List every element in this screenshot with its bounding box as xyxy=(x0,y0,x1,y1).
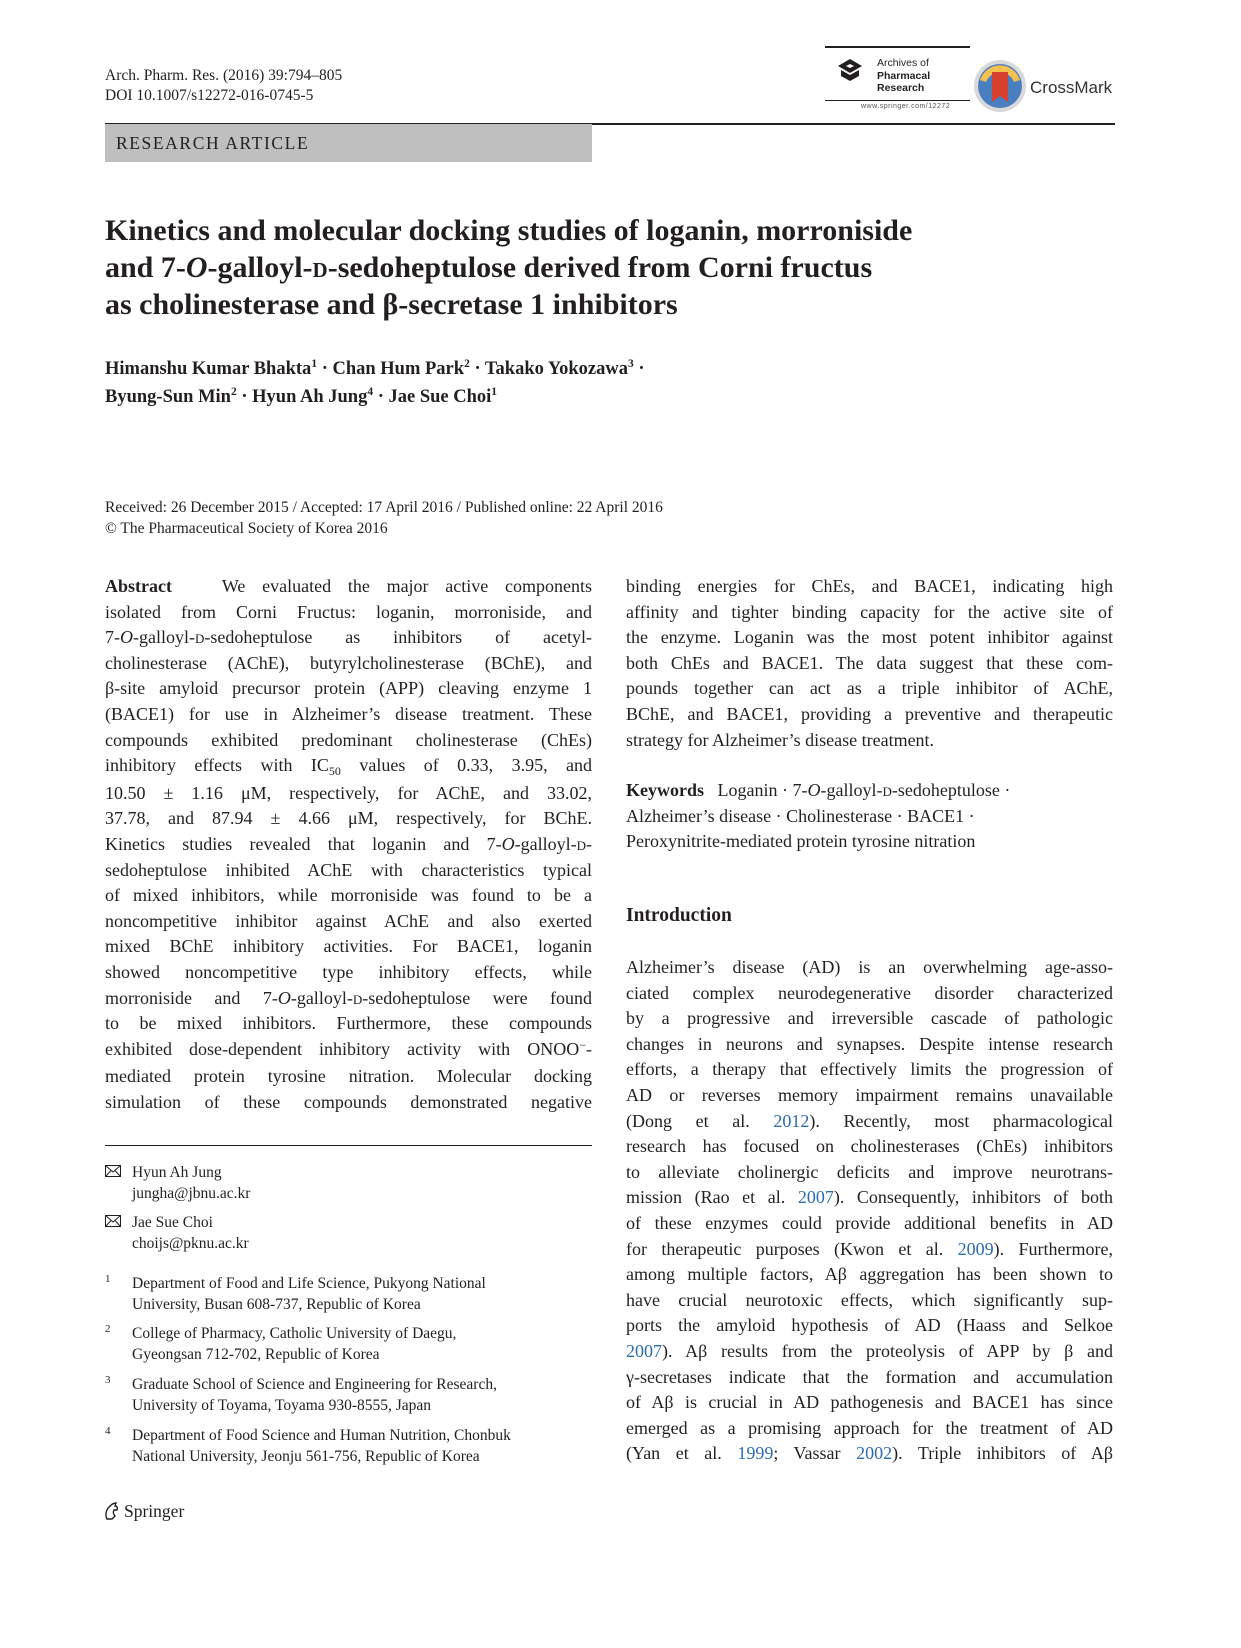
journal-url[interactable]: www.springer.com/12272 xyxy=(861,103,951,110)
abstract-fragment: morroniside and 7- xyxy=(105,987,278,1008)
abstract-fragment: -galloyl- xyxy=(514,833,577,854)
abstract-fragment: - xyxy=(586,833,592,854)
author-separator: · xyxy=(633,359,645,379)
correspondence-text xyxy=(132,1212,249,1254)
abstract-line: compounds exhibited predominant cholinesterase (ChEs) xyxy=(105,729,592,750)
abstract-line: 10.50 ± 1.16 μM, respectively, for AChE, and 33.02, xyxy=(105,782,592,803)
citation-link[interactable]: 2002 xyxy=(856,1443,893,1464)
affiliation-number: 3 xyxy=(105,1374,111,1386)
author-affiliation-mark: 3 xyxy=(627,358,634,370)
author-name: Byung-Sun Min xyxy=(105,387,231,407)
affiliation-line: Department of Food and Life Science, Pukyong National xyxy=(132,1275,486,1292)
correspondence-name: Hyun Ah Jung xyxy=(132,1164,222,1181)
intro-fragment: ). Recently, most pharmacological xyxy=(809,1110,1113,1131)
logo-line: Archives of xyxy=(877,57,929,69)
abstract-line: sedoheptulose inhibited AChE with characteristics typical xyxy=(105,859,592,880)
correspondence-email[interactable]: jungha@jbnu.ac.kr xyxy=(132,1185,251,1202)
author-affiliation-mark: 2 xyxy=(464,358,470,370)
title-fragment: O xyxy=(185,251,208,284)
keywords-fragment: d xyxy=(882,780,892,800)
intro-line xyxy=(626,1441,1113,1467)
crossmark-label: CrossMark xyxy=(1030,78,1113,97)
citation-link[interactable]: 2007 xyxy=(797,1187,834,1208)
abstract-line: mediated protein tyrosine nitration. Molecular docking xyxy=(105,1066,592,1087)
abstract-fragment: We evaluated the major active components xyxy=(221,576,592,596)
intro-line: among multiple factors, Aβ aggregation has been shown to xyxy=(626,1264,1113,1285)
abstract-line: mixed BChE inhibitory activities. For BACE1, loganin xyxy=(105,936,592,957)
author-separator: · xyxy=(373,387,389,407)
correspondence-text xyxy=(132,1162,250,1204)
title-fragment: -galloyl- xyxy=(207,251,313,284)
article-type-banner: RESEARCH ARTICLE xyxy=(105,124,592,162)
intro-fragment: ; Vassar xyxy=(773,1443,857,1464)
abstract-line: binding energies for ChEs, and BACE1, indicating high xyxy=(626,576,1113,596)
affiliation-line: Gyeongsan 712-702, Republic of Korea xyxy=(132,1346,380,1363)
abstract-line: showed noncompetitive type inhibitory effects, while xyxy=(105,961,592,982)
abstract-fragment: inhibitory effects with IC xyxy=(105,755,329,776)
author-affiliation-mark: 2 xyxy=(230,386,237,398)
crossmark-badge[interactable] xyxy=(972,58,1142,120)
abstract-line: affinity and tighter binding capacity for the active site of xyxy=(626,601,1113,622)
affiliation-entry xyxy=(105,1374,592,1416)
affiliation-line: National University, Jeonju 561-756, Republic of Korea xyxy=(132,1448,480,1465)
abstract-fragment: -galloyl- xyxy=(290,987,353,1008)
abstract-line xyxy=(105,832,592,858)
abstract-fragment: values of 0.33, 3.95, and xyxy=(340,755,593,776)
affiliation-text xyxy=(132,1425,511,1467)
article-title xyxy=(105,212,1105,323)
intro-line: efforts, a therapy that effectively limits the progression of xyxy=(626,1059,1113,1080)
intro-line: of these enzymes could provide additional benefits in AD xyxy=(626,1212,1113,1233)
abstract-fragment: -galloyl- xyxy=(133,627,195,648)
affiliation-line: Department of Food Science and Human Nutrition, Chonbuk xyxy=(132,1427,511,1444)
author-separator: · xyxy=(469,359,485,379)
intro-fragment: (Yan et al. xyxy=(626,1443,738,1464)
abstract-fragment: O xyxy=(120,627,133,648)
abstract-line: strategy for Alzheimer’s disease treatment. xyxy=(626,729,935,750)
title-line: Kinetics and molecular docking studies of loganin, morroniside xyxy=(105,214,913,247)
abstract-fragment: d xyxy=(194,627,205,648)
affiliation-line: University, Busan 608-737, Republic of Korea xyxy=(132,1296,421,1313)
abstract-fragment: -sedoheptulose as inhibitors of acetyl- xyxy=(204,627,592,648)
abstract-line: to be mixed inhibitors. Furthermore, these compounds xyxy=(105,1013,592,1034)
abstract-fragment: d xyxy=(576,833,586,854)
author[interactable] xyxy=(485,359,634,379)
intro-line: changes in neurons and synapses. Despite intense research xyxy=(626,1033,1113,1054)
intro-line xyxy=(626,1237,1113,1263)
affiliation-number: 2 xyxy=(105,1323,111,1335)
abstract-line: the enzyme. Loganin was the most potent inhibitor against xyxy=(626,627,1113,648)
intro-line: to alleviate cholinergic deficits and improve neurotrans- xyxy=(626,1161,1113,1182)
affiliation-line: University of Toyama, Toyama 930-8555, Japan xyxy=(132,1397,432,1414)
intro-fragment: ). Triple inhibitors of Aβ xyxy=(892,1443,1113,1464)
intro-line: emerged as a promising approach for the treatment of AD xyxy=(626,1417,1113,1438)
author-line xyxy=(105,384,1105,412)
abstract-line: β-site amyloid precursor protein (APP) cleaving enzyme 1 xyxy=(105,678,592,699)
abstract-subscript: 50 xyxy=(328,764,341,779)
affiliation-entry xyxy=(105,1425,592,1467)
abstract-line: 37.78, and 87.94 ± 4.66 μM, respectively, for BChE. xyxy=(105,808,592,829)
keywords-fragment: -sedoheptulose · xyxy=(891,780,1011,800)
intro-fragment: ). Furthermore, xyxy=(993,1238,1113,1259)
author[interactable] xyxy=(332,359,469,379)
abstract-line xyxy=(105,753,592,781)
springer-horse-icon xyxy=(103,1501,121,1521)
journal-logo-text xyxy=(877,57,930,95)
intro-line xyxy=(626,1185,1113,1211)
citation-link[interactable]: 2007 xyxy=(626,1340,662,1361)
abstract-line: simulation of these compounds demonstrated negative xyxy=(105,1091,592,1112)
abstract-line xyxy=(105,625,592,651)
author[interactable] xyxy=(389,387,498,407)
logo-line: Pharmacal xyxy=(877,69,931,82)
author-affiliation-mark: 1 xyxy=(311,358,318,370)
keywords-fragment: Loganin · 7- xyxy=(717,780,808,800)
author-name: Jae Sue Choi xyxy=(388,387,492,407)
author[interactable] xyxy=(252,387,373,407)
affiliation-line: Graduate School of Science and Engineering for Research, xyxy=(132,1376,497,1393)
title-fragment: -sedoheptulose derived from Corni fructus xyxy=(327,251,873,284)
affiliation-text xyxy=(132,1273,486,1315)
publication-dates xyxy=(105,497,663,539)
author-affiliation-mark: 1 xyxy=(491,386,498,398)
abstract-fragment: Kinetics studies revealed that loganin and 7- xyxy=(105,833,502,854)
correspondence-email[interactable]: choijs@pknu.ac.kr xyxy=(132,1235,249,1252)
citation-link[interactable]: 1999 xyxy=(737,1443,774,1464)
keywords xyxy=(626,778,1113,855)
keywords-fragment: -galloyl- xyxy=(820,780,883,800)
abstract-fragment: -sedoheptulose were found xyxy=(362,987,592,1008)
abstract-fragment: O xyxy=(501,833,515,854)
intro-fragment: ). Consequently, inhibitors of both xyxy=(833,1187,1113,1208)
abstract-fragment: O xyxy=(277,987,291,1008)
abstract-fragment: exhibited dose-dependent inhibitory activity with ONOO xyxy=(105,1038,580,1059)
publisher-logo[interactable] xyxy=(103,1501,184,1522)
intro-fragment: mission (Rao et al. xyxy=(626,1187,798,1208)
journal-logo[interactable] xyxy=(825,46,970,116)
author-line xyxy=(105,356,1105,384)
abstract-superscript: − xyxy=(579,1037,586,1052)
intro-line: ciated complex neurodegenerative disorder characterized xyxy=(626,982,1113,1003)
abstract-right-column xyxy=(626,574,1113,753)
keywords-label: Keywords xyxy=(626,780,704,800)
intro-fragment: (Dong et al. xyxy=(626,1110,774,1131)
abstract-line: both ChEs and BACE1. The data suggest that these com- xyxy=(626,652,1113,673)
author-name: Chan Hum Park xyxy=(332,359,465,379)
author-list xyxy=(105,356,1105,412)
author-name: Himanshu Kumar Bhakta xyxy=(105,359,312,379)
citation-link[interactable]: 2009 xyxy=(957,1238,994,1259)
abstract-line xyxy=(105,574,592,600)
affiliation-line: College of Pharmacy, Catholic University of Daegu, xyxy=(132,1325,457,1342)
abstract-line: (BACE1) for use in Alzheimer’s disease treatment. These xyxy=(105,703,592,724)
doi[interactable]: DOI 10.1007/s12272-016-0745-5 xyxy=(105,87,314,104)
envelope-icon xyxy=(105,1215,121,1227)
abstract-label: Abstract xyxy=(105,576,172,596)
author-name: Takako Yokozawa xyxy=(484,359,628,379)
abstract-line: of mixed inhibitors, while morroniside was found to be a xyxy=(105,885,592,906)
dates-line: Received: 26 December 2015 / Accepted: 17 April 2016 / Published online: 22 April 2016 xyxy=(105,499,663,516)
intro-line xyxy=(626,1339,1113,1365)
intro-line: have crucial neurotoxic effects, which significantly sup- xyxy=(626,1289,1113,1310)
intro-line: of Aβ is crucial in AD pathogenesis and BACE1 has since xyxy=(626,1392,1113,1413)
abstract-line: pounds together can act as a triple inhibitor of AChE, xyxy=(626,678,1113,699)
journal-emblem-icon xyxy=(835,56,865,86)
section-heading-introduction: Introduction xyxy=(626,905,732,926)
author-separator: · xyxy=(236,387,253,407)
intro-line: ports the amyloid hypothesis of AD (Haass and Selkoe xyxy=(626,1315,1113,1336)
logo-rule xyxy=(825,100,970,101)
correspondence-entry xyxy=(105,1212,592,1254)
citation-link[interactable]: 2012 xyxy=(773,1110,810,1131)
abstract-line xyxy=(105,1037,592,1065)
title-line: as cholinesterase and β-secretase 1 inhibitors xyxy=(105,288,678,321)
keywords-line: Alzheimer’s disease · Cholinesterase · BACE1 · xyxy=(626,805,975,826)
intro-line: research has focused on cholinesterases (ChEs) inhibitors xyxy=(626,1136,1113,1157)
journal-citation xyxy=(105,66,342,106)
author-name: Hyun Ah Jung xyxy=(252,387,368,407)
publisher-name: Springer xyxy=(124,1501,185,1521)
title-fragment: d xyxy=(312,251,328,284)
affiliation-entry xyxy=(105,1323,592,1365)
abstract-line: noncompetitive inhibitor against AChE and also exerted xyxy=(105,910,592,931)
abstract-left-column xyxy=(105,574,592,1115)
affiliation-number: 1 xyxy=(105,1273,111,1285)
keywords-fragment: O xyxy=(807,780,821,800)
author[interactable] xyxy=(105,359,317,379)
crossmark-icon xyxy=(972,58,1028,114)
envelope-icon xyxy=(105,1165,121,1177)
logo-rule xyxy=(825,46,970,48)
keywords-line xyxy=(626,778,1113,804)
intro-fragment: ). Aβ results from the proteolysis of APP by β and xyxy=(662,1340,1113,1361)
journal-line: Arch. Pharm. Res. (2016) 39:794–805 xyxy=(105,67,343,84)
keywords-line: Peroxynitrite-mediated protein tyrosine nitration xyxy=(626,831,976,852)
affiliation-text xyxy=(132,1374,497,1416)
intro-line: by a progressive and irreversible cascade of pathologic xyxy=(626,1008,1113,1029)
logo-line: Research xyxy=(877,82,925,94)
author-separator: · xyxy=(317,359,333,379)
copyright-line: © The Pharmaceutical Society of Korea 2016 xyxy=(105,520,388,537)
author[interactable] xyxy=(105,387,237,407)
abstract-fragment: - xyxy=(586,1038,592,1059)
intro-line xyxy=(626,1109,1113,1135)
intro-line: AD or reverses memory impairment remains unavailable xyxy=(626,1084,1113,1105)
abstract-line xyxy=(105,986,592,1012)
affiliation-text xyxy=(132,1323,456,1365)
intro-line: γ-secretases indicate that the formation and accumulation xyxy=(626,1366,1113,1387)
introduction-body xyxy=(626,955,1113,1467)
abstract-line: isolated from Corni Fructus: loganin, morroniside, and xyxy=(105,601,592,622)
abstract-fragment: 7- xyxy=(105,627,120,648)
author-affiliation-mark: 4 xyxy=(367,386,374,398)
affiliation-entry xyxy=(105,1273,592,1315)
correspondence-name: Jae Sue Choi xyxy=(132,1214,213,1231)
abstract-line: cholinesterase (AChE), butyrylcholinesterase (BChE), and xyxy=(105,652,592,673)
correspondence-entry xyxy=(105,1162,592,1204)
title-line xyxy=(105,249,1105,286)
abstract-line: BChE, and BACE1, providing a preventive and therapeutic xyxy=(626,703,1113,724)
intro-fragment: for therapeutic purposes (Kwon et al. xyxy=(626,1238,958,1259)
intro-line: Alzheimer’s disease (AD) is an overwhelming age-asso- xyxy=(626,957,1113,977)
affiliation-number: 4 xyxy=(105,1425,111,1437)
abstract-fragment: d xyxy=(352,987,363,1008)
title-fragment: and 7- xyxy=(105,251,186,284)
footnote-rule xyxy=(105,1145,592,1146)
